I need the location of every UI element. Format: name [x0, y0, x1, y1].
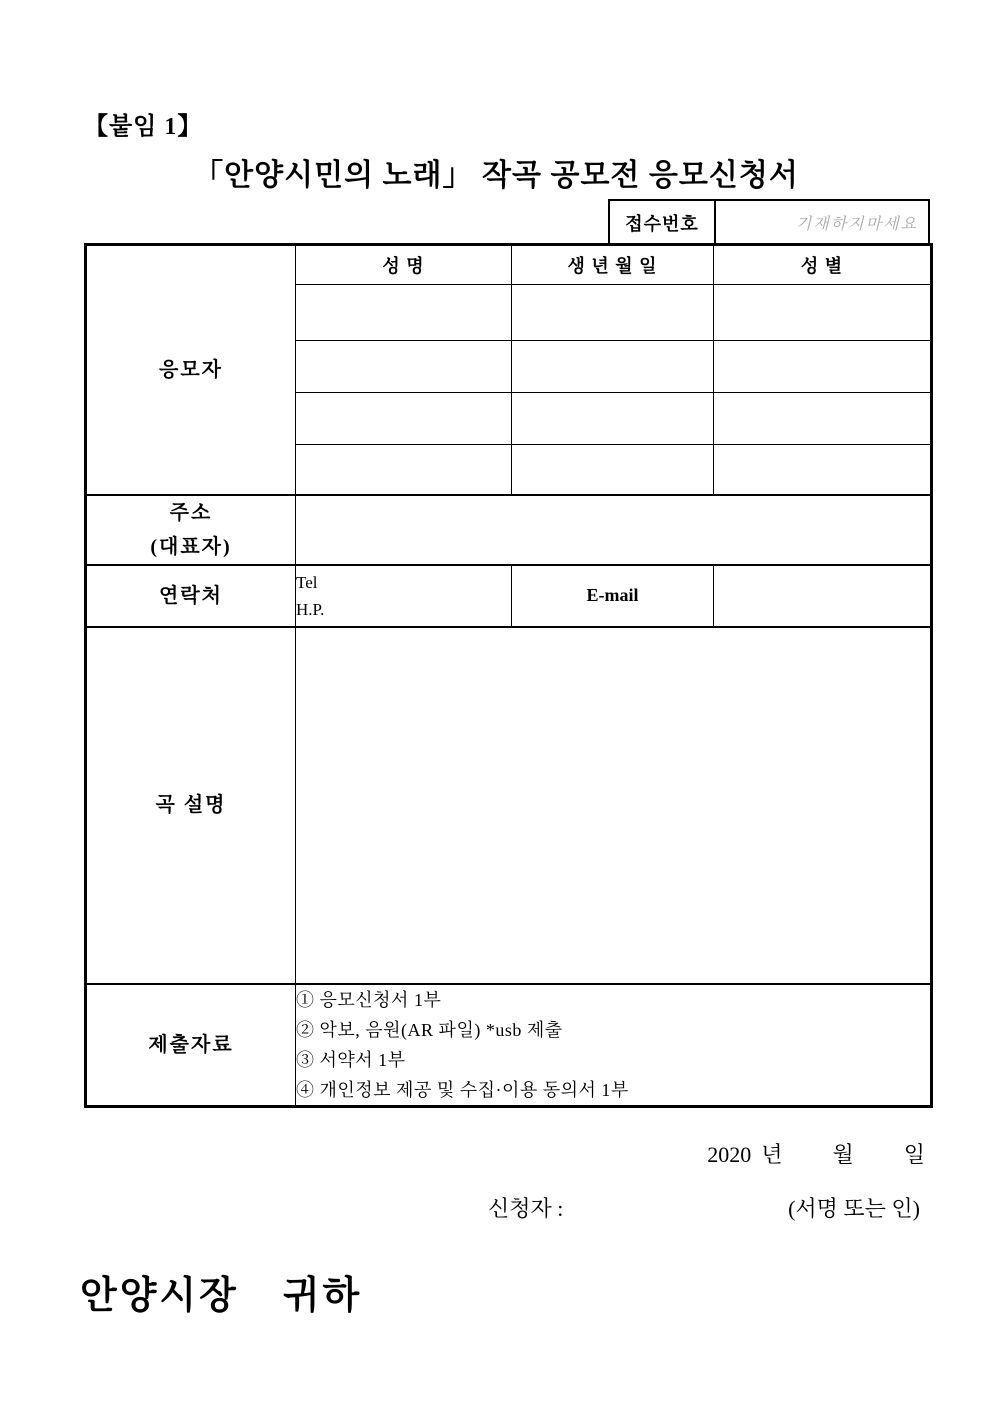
name-cell-4 [296, 445, 512, 495]
receipt-number-box [608, 199, 930, 244]
col-header-gender: 성 별 [714, 245, 932, 285]
application-form-table [84, 243, 933, 1108]
address-value-cell [296, 495, 932, 565]
song-description-row [86, 627, 932, 984]
materials-row [86, 984, 932, 1107]
date-year: 2020 [707, 1142, 752, 1167]
recipient-honorific: 귀하 [282, 1275, 363, 1317]
name-cell-2 [296, 341, 512, 393]
date-line [707, 1138, 925, 1169]
address-label-cell [86, 495, 296, 565]
email-value-cell [714, 565, 932, 627]
receipt-number-note: 기재하지마세요 [795, 216, 918, 233]
date-day-unit: 일 [903, 1142, 925, 1167]
date-year-unit: 년 [761, 1142, 783, 1167]
email-label-cell: E-mail [512, 565, 714, 627]
materials-item-1: ① 응모신청서 1부 [296, 989, 442, 1010]
birthdate-cell-2 [512, 341, 714, 393]
recipient-line [80, 1264, 362, 1319]
materials-item-2: ② 악보, 음원(AR 파일) *usb 제출 [296, 1019, 563, 1040]
attachment-label: 【붙임 1】 [84, 114, 203, 140]
address-sublabel: (대표자) [150, 535, 232, 558]
table-header-row [86, 245, 932, 285]
gender-cell-1 [714, 285, 932, 341]
gender-cell-2 [714, 341, 932, 393]
recipient-name: 안양시장 [80, 1275, 239, 1317]
address-label: 주소 [169, 501, 213, 524]
song-description-label-cell: 곡 설명 [86, 627, 296, 984]
hp-label: H.P. [296, 599, 325, 619]
col-header-name: 성 명 [296, 245, 512, 285]
gender-cell-3 [714, 393, 932, 445]
col-header-birthdate: 생 년 월 일 [512, 245, 714, 285]
song-description-value-cell [296, 627, 932, 984]
applicant-label: 신청자 : [488, 1196, 564, 1221]
materials-item-3: ③ 서약서 1부 [296, 1049, 406, 1070]
birthdate-cell-3 [512, 393, 714, 445]
birthdate-cell-4 [512, 445, 714, 495]
signature-note: (서명 또는 인) [788, 1196, 920, 1221]
date-month-unit: 월 [832, 1142, 854, 1167]
materials-label-cell: 제출자료 [86, 984, 296, 1107]
materials-item-4: ④ 개인정보 제공 및 수집·이용 동의서 1부 [296, 1079, 629, 1100]
receipt-number-label: 접수번호 [610, 201, 716, 244]
name-cell-3 [296, 393, 512, 445]
applicant-label-cell: 응모자 [86, 245, 296, 495]
contact-label-cell: 연락처 [86, 565, 296, 627]
tel-hp-cell [296, 565, 512, 627]
applicant-signature-line [488, 1192, 920, 1223]
birthdate-cell-1 [512, 285, 714, 341]
gender-cell-4 [714, 445, 932, 495]
address-row [86, 495, 932, 565]
page-title: 「안양시민의 노래」 작곡 공모전 응모신청서 [193, 159, 799, 192]
tel-label: Tel [296, 572, 318, 592]
name-cell-1 [296, 285, 512, 341]
materials-list-cell [296, 984, 932, 1107]
contact-row [86, 565, 932, 627]
